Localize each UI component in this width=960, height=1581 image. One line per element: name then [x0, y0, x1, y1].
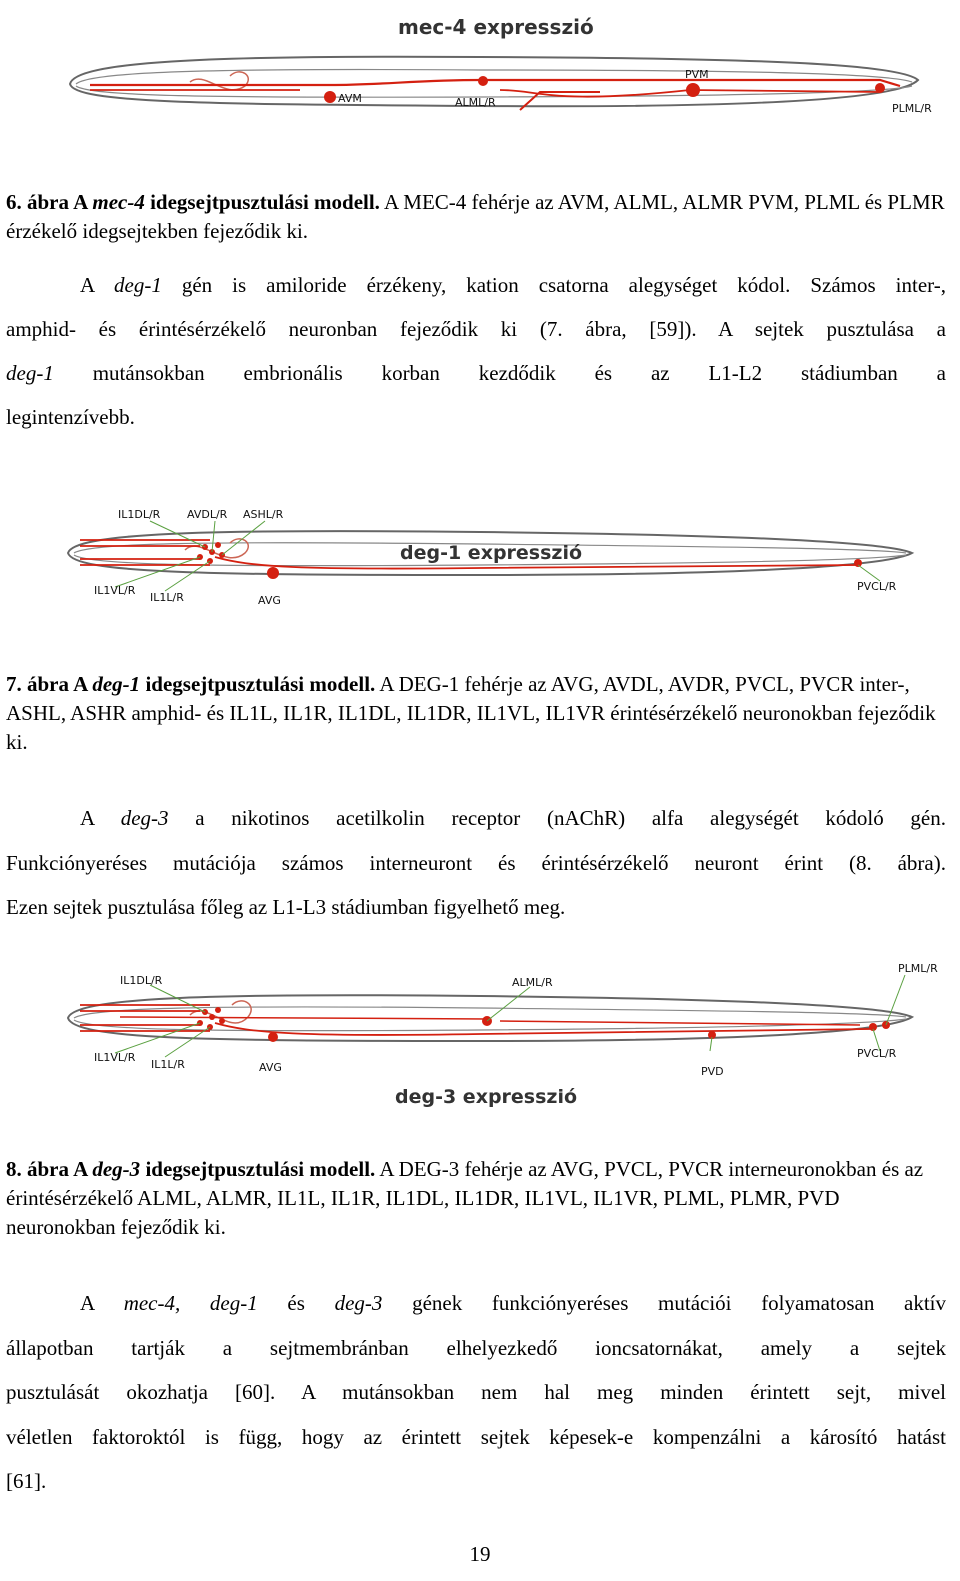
text-line: legintenzívebb. — [6, 405, 135, 429]
label-il1: IL1L/R — [151, 1058, 185, 1071]
text-line: Ezen sejtek pusztulása főleg az L1-L3 stádiumban figyelhető meg. — [6, 895, 566, 919]
pharynx — [190, 72, 248, 90]
text-line: A mec-4, deg-1 és deg-3 gének funkciónyeréses mutációi folyamatosan aktív — [80, 1291, 946, 1315]
label-il1v: IL1VL/R — [94, 1051, 136, 1064]
figure-7-caption — [6, 670, 946, 757]
neuron-plm — [875, 83, 885, 93]
figure-title: deg-3 expresszió — [395, 1086, 578, 1108]
figure-title: mec-4 expresszió — [398, 15, 594, 39]
caption-text: A DEG-1 fehérje az AVG, AVDL, AVDR, PVCL, PVCR inter-, ASHL, ASHR amphid- és IL1L, IL1R, IL1DL, IL1DR, IL1VL, IL1VR érintésérzékelő neuronokban fejeződik ki. — [6, 672, 936, 754]
label-pvc: PVCL/R — [857, 1047, 897, 1060]
figure-8-caption — [6, 1155, 946, 1242]
worm-diagram-deg1 — [0, 495, 960, 625]
caption-number: 6. ábra A — [6, 190, 93, 214]
caption-title: idegsejtpusztulási modell. — [140, 672, 376, 696]
label-alm: ALML/R — [455, 96, 496, 109]
text-line: [61]. — [6, 1469, 47, 1493]
worm-diagram-deg3 — [0, 955, 960, 1115]
caption-title: idegsejtpusztulási modell. — [144, 190, 380, 214]
figure-8 — [0, 955, 960, 1115]
label-alm: ALML/R — [512, 976, 553, 989]
label-ash: ASHL/R — [243, 508, 284, 521]
caption-number: 7. ábra A — [6, 672, 93, 696]
caption-gene: mec-4 — [92, 190, 145, 214]
figure-7 — [0, 495, 960, 625]
neuron-process — [520, 92, 600, 110]
caption-number: 8. ábra A — [6, 1157, 93, 1181]
caption-title: idegsejtpusztulási modell. — [140, 1157, 376, 1181]
figure-6-caption — [6, 188, 946, 246]
label-avg: AVG — [258, 594, 281, 607]
neuron-pvc — [854, 559, 862, 567]
paragraph-conclusion — [6, 1281, 946, 1504]
label-pvc: PVCL/R — [857, 580, 897, 593]
label-il1: IL1L/R — [150, 591, 184, 604]
label-plm: PLML/R — [892, 102, 932, 115]
label-pointers — [115, 975, 905, 1057]
label-pvd: PVD — [701, 1065, 724, 1078]
caption-gene: deg-3 — [92, 1157, 141, 1181]
caption-gene: deg-1 — [92, 672, 141, 696]
neuron-avg — [267, 567, 279, 579]
neuron-pvm — [686, 83, 700, 97]
paragraph-deg1 — [6, 263, 946, 439]
text-line: pusztulását okozhatja [60]. A mutánsokban nem hal meg minden érintett sejt, mivel — [6, 1380, 946, 1404]
label-il1d: IL1DL/R — [120, 974, 163, 987]
label-avd: AVDL/R — [187, 508, 228, 521]
neuron-avg — [268, 1032, 278, 1042]
paragraph-deg3 — [6, 796, 946, 930]
text-line: A deg-3 a nikotinos acetilkolin receptor (nAChR) alfa alegységét kódoló gén. — [80, 806, 946, 830]
figure-6 — [0, 0, 960, 140]
text-line: állapotban tartják a sejtmembránban elhelyezkedő ioncsatornákat, amely a sejtek — [6, 1335, 946, 1360]
label-il1d: IL1DL/R — [118, 508, 161, 521]
figure-title: deg-1 expresszió — [400, 542, 583, 564]
label-pvm: PVM — [685, 68, 709, 81]
text-line: deg-1 mutánsokban embrionális korban kezdődik és az L1-L2 stádiumban a — [6, 361, 946, 385]
label-plm: PLML/R — [898, 962, 938, 975]
text-line: A deg-1 gén is amiloride érzékeny, kation csatorna alegységet kódol. Számos inter-, — [80, 273, 946, 297]
label-avg: AVG — [259, 1061, 282, 1074]
worm-diagram-mec4 — [0, 0, 960, 140]
page-number: 19 — [469, 1542, 491, 1566]
label-il1v: IL1VL/R — [94, 584, 136, 597]
worm-inner-line — [76, 70, 912, 84]
neuron-alm — [478, 76, 488, 86]
caption-text: A MEC-4 fehérje az AVM, ALML, ALMR PVM, PLML és PLMR érzékelő idegsejtekben fejeződik ki. — [6, 190, 945, 243]
text-line: Funkciónyeréses mutációja számos interneuront és érintésérzékelő neuront érint (8. ábra). — [6, 850, 946, 875]
text-line: amphid- és érintésérzékelő neuronban fejeződik ki (7. ábra, [59]). A sejtek pusztulása a — [6, 317, 946, 341]
label-avm: AVM — [338, 92, 362, 105]
neuron-avm — [324, 91, 336, 103]
text-line: véletlen faktoroktól is függ, hogy az érintett sejtek képesek-e kompenzálni a károsító hatást — [6, 1424, 946, 1449]
caption-text: A DEG-3 fehérje az AVG, PVCL, PVCR interneuronokban és az érintésérzékelő ALML, ALMR, IL1L, IL1R, IL1DL, IL1DR, IL1VL, IL1VR, PLML, PLMR, PVD neuronokban fejeződik ki. — [6, 1157, 924, 1239]
